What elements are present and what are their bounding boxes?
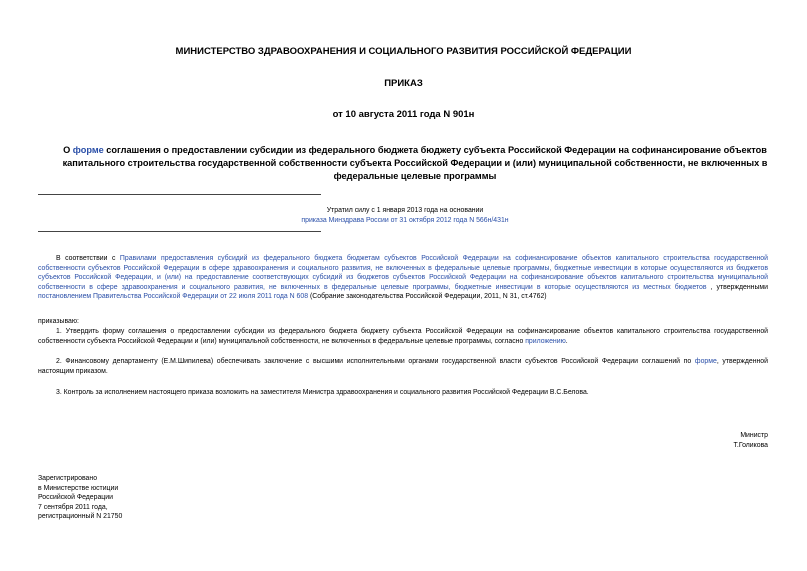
form-link[interactable]: форме (694, 358, 717, 365)
registration-line: Зарегистрировано (38, 475, 98, 482)
order-word: приказываю: (38, 318, 79, 325)
ministry-heading: МИНИСТЕРСТВО ЗДРАВООХРАНЕНИЯ И СОЦИАЛЬНОГО РАЗВИТИЯ РОССИЙСКОЙ ФЕДЕРАЦИИ (175, 46, 632, 57)
divider-bottom (38, 231, 321, 232)
item-1-text: 1. Утвердить форму соглашения о предоставлении субсидии из федерального бюджета бюджету субъекта Российской Федерации на софинансирование объектов капитального строительства государственной собственности субъекта Российской Федерации и (или) муниципальной собственности, не включенных в федеральные целевые программы, согласно (38, 328, 768, 345)
government-decree-link[interactable]: постановлением Правительства Российской Федерации от 22 июля 2011 года N 608 (38, 293, 309, 301)
preamble-text-2: , утвержденными (706, 283, 768, 291)
preamble-text: В соответствии с (56, 255, 120, 262)
appendix-link[interactable]: приложению (525, 337, 566, 345)
item-1 (38, 327, 768, 346)
signature-name: Т.Голикова (733, 441, 768, 449)
item-3 (38, 388, 768, 398)
repeal-order-link[interactable]: приказа Минздрава России от 31 октября 2012 года N 566н/431н (301, 216, 509, 224)
signature-position: Министр (740, 432, 768, 439)
status-block (230, 206, 580, 225)
status-line: Утратил силу с 1 января 2013 года на основании (326, 207, 484, 214)
preamble-text-3: (Собрание законодательства Российской Федерации, 2011, N 31, ст.4762) (308, 293, 547, 301)
title-form-link[interactable]: форме (72, 145, 104, 155)
item-2-text: 2. Финансовому департаменту (Е.М.Шипилева) обеспечивать заключение с высшими исполнительными органами государственной власти субъектов Российской Федерации соглашений по (56, 358, 695, 365)
preamble-paragraph (38, 254, 768, 302)
title-rest: соглашения о предоставлении субсидии из федерального бюджета бюджету субъекта Российской Федерации на софинансирование объектов капитального строительства государственной собственности субъекта Российской Федерации и (или) муниципальной собственности, не включенных в федеральные целевые программы (62, 145, 768, 181)
item-1-end: . (565, 337, 568, 345)
title-prefix: О (63, 145, 73, 155)
item-3-text: 3. Контроль за исполнением настоящего приказа возложить на заместителя Министра здравоохранения и социального развития Российской Федерации В.С.Белова. (56, 389, 589, 396)
rules-link[interactable]: Правилами предоставления субсидий из федерального бюджета бюджетам субъектов Российской Федерации на софинансирование объектов капитального строительства государственной собственности субъектов Российской Федерации в сфере здравоохранения и социального развития, не включенных в федеральные целевые программы, бюджетные инвестиции в которые осуществляются из бюджетов субъектов Российской Федерации, и (или) на предоставление соответствующих субсидий из бюджетов субъектов Российской Федерации на софинансирование объектов капитального строительства муниципальной собственности в сфере здравоохранения и социального развития, не включенных в федеральные целевые программы, бюджетные инвестиции в которые осуществляются из местных бюджетов (38, 255, 768, 291)
divider-top (38, 194, 321, 195)
registration-block (38, 474, 122, 522)
registration-line: Российской Федерации (38, 494, 113, 502)
item-2-end: , утвержденной настоящим приказом. (38, 358, 768, 375)
registration-line: 7 сентября 2011 года, (38, 503, 108, 511)
registration-line: в Министерстве юстиции (38, 484, 119, 492)
date-number-heading: от 10 августа 2011 года N 901н (332, 109, 475, 120)
document-title (55, 144, 775, 183)
item-2 (38, 357, 768, 376)
signature-block (600, 431, 768, 450)
doc-type-heading: ПРИКАЗ (384, 78, 423, 89)
registration-line: регистрационный N 21750 (38, 513, 123, 521)
